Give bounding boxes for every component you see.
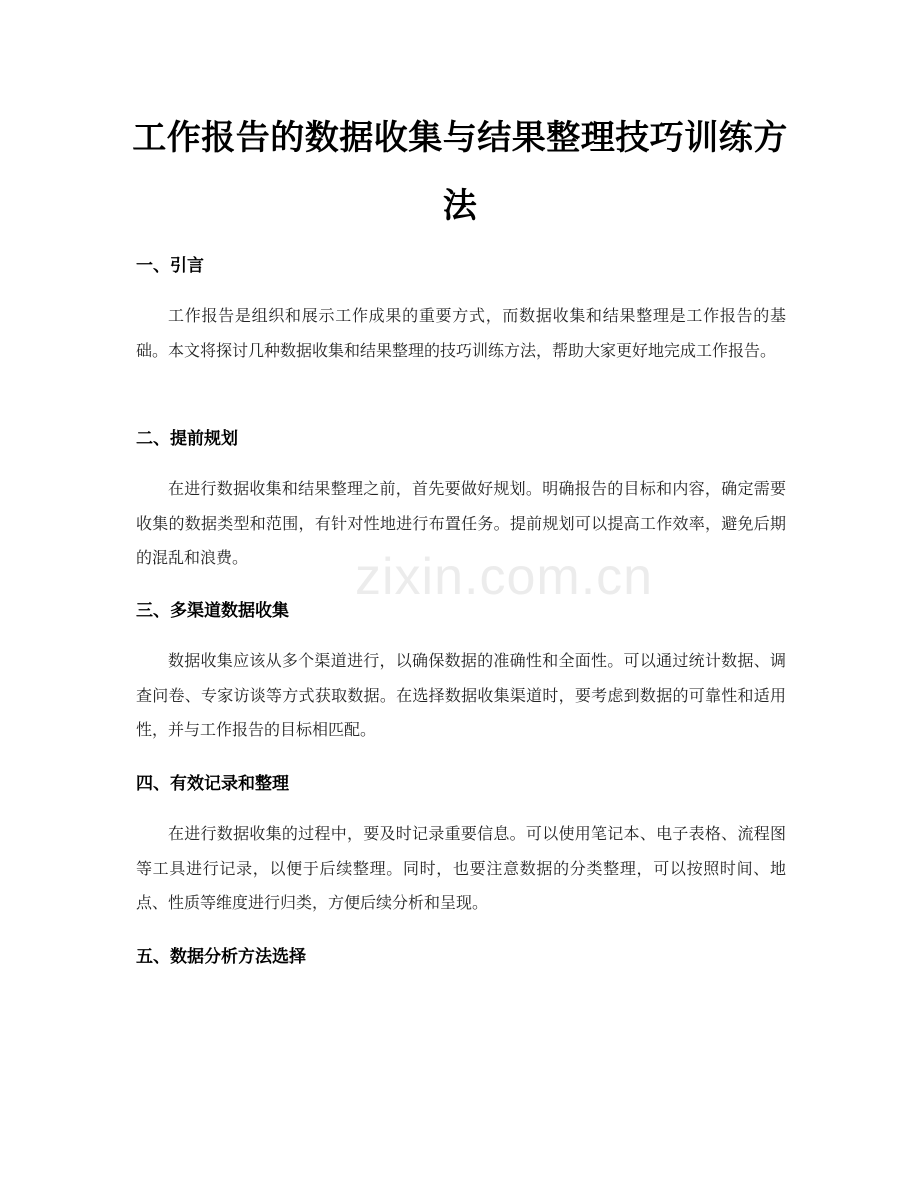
section-body-recording: 在进行数据收集的过程中，要及时记录重要信息。可以使用笔记本、电子表格、流程图等工具进行记录，以便于后续整理。同时，也要注意数据的分类整理，可以按照时间、地点、性质等维度进行归类，方便后续分析和呈现。: [136, 824, 786, 912]
section-heading-introduction: 一、引言: [136, 256, 204, 276]
section-heading-recording: 四、有效记录和整理: [136, 774, 289, 794]
document-title: 工作报告的数据收集与结果整理技巧训练方法: [132, 118, 788, 226]
section-heading-multichannel-collection: 三、多渠道数据收集: [136, 601, 289, 621]
watermark: zixin.com.cn: [355, 548, 654, 606]
section-body-introduction: 工作报告是组织和展示工作成果的重要方式，而数据收集和结果整理是工作报告的基础。本文将探讨几种数据收集和结果整理的技巧训练方法，帮助大家更好地完成工作报告。: [136, 306, 786, 360]
section-body-planning: 在进行数据收集和结果整理之前，首先要做好规划。明确报告的目标和内容，确定需要收集的数据类型和范围，有针对性地进行布置任务。提前规划可以提高工作效率，避免后期的混乱和浪费。: [136, 479, 786, 567]
section-heading-analysis-method: 五、数据分析方法选择: [136, 947, 306, 967]
section-body-multichannel-collection: 数据收集应该从多个渠道进行，以确保数据的准确性和全面性。可以通过统计数据、调查问卷、专家访谈等方式获取数据。在选择数据收集渠道时，要考虑到数据的可靠性和适用性，并与工作报告的目标相匹配。: [136, 651, 786, 739]
section-heading-planning: 二、提前规划: [136, 429, 238, 449]
